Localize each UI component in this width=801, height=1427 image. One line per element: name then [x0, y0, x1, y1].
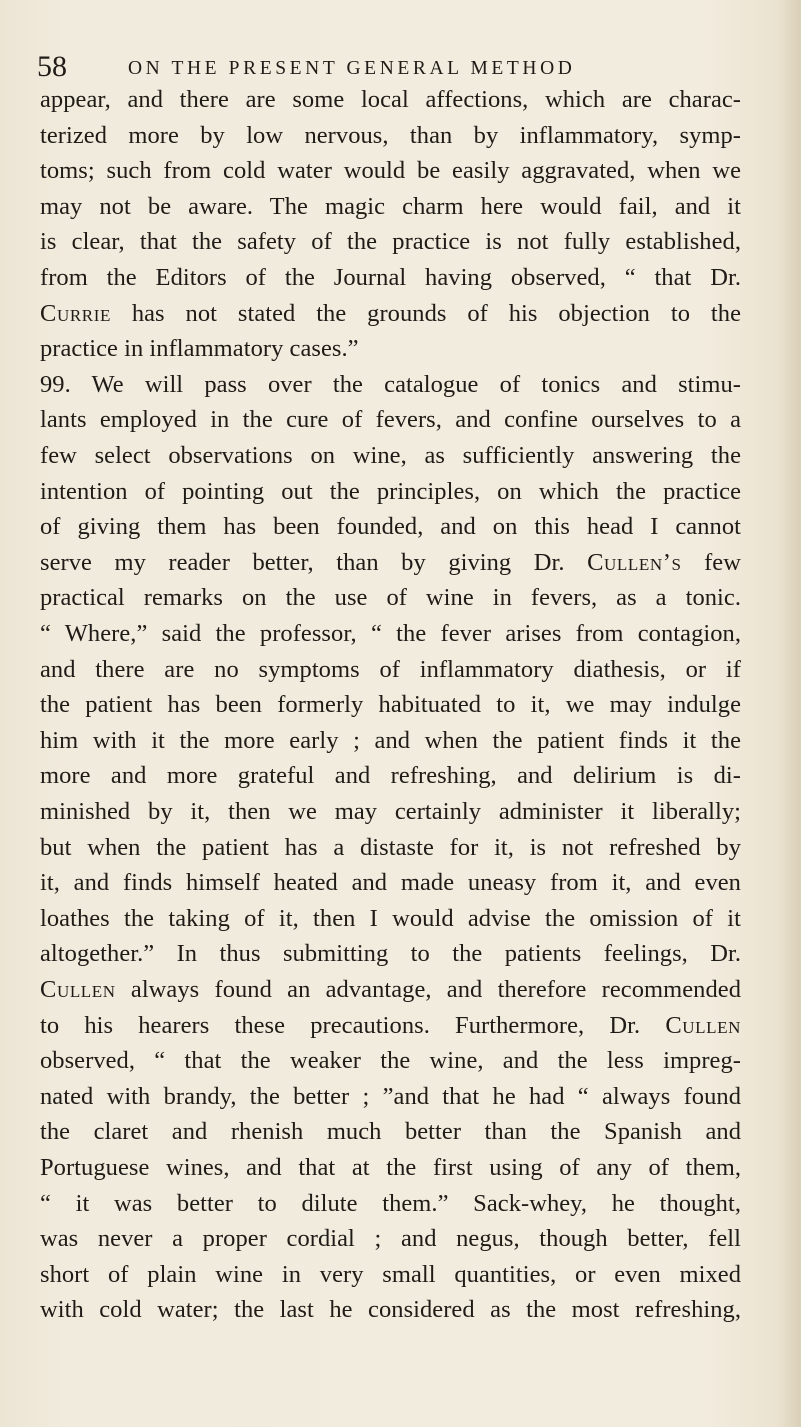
text-run: more and more grateful and refreshing, and delirium is di- [40, 762, 741, 790]
text-run: short of plain wine in very small quantities, or even mixed [40, 1260, 741, 1288]
text-line [40, 939, 741, 969]
text-line [40, 1046, 741, 1076]
small-caps-name: Cullen’s [587, 548, 682, 576]
text-run: few select observations on wine, as sufficiently answering the [40, 442, 741, 469]
text-run: has not stated the grounds of his objection to the [110, 299, 741, 327]
text-run: from the Editors of the Journal having observed, “ that Dr. [40, 264, 741, 291]
text-run: always found an advantage, and therefore recommended [115, 976, 741, 1003]
text-line [40, 156, 741, 186]
text-run: observed, “ that the weaker the wine, and the less impreg- [40, 1047, 741, 1075]
text-line [40, 441, 741, 471]
text-line [40, 263, 741, 293]
text-run: to his hearers these precautions. Furthermore, Dr. [40, 1011, 666, 1039]
text-line [40, 761, 741, 791]
text-run: with cold water; the last he considered as the most refreshing, [40, 1296, 741, 1324]
text-run: terized more by low nervous, than by inflammatory, symp- [40, 121, 741, 149]
text-line [40, 1224, 741, 1254]
text-run: few [681, 548, 741, 576]
text-line [40, 299, 741, 329]
text-line [40, 655, 741, 685]
text-run: but when the patient has a distaste for it, is not refreshed by [40, 833, 741, 861]
text-line [40, 192, 741, 222]
text-line [40, 85, 741, 115]
text-line [40, 904, 741, 934]
text-run: “ Where,” said the professor, “ the fever arises from contagion, [40, 620, 741, 647]
text-run: 99. We will pass over the catalogue of tonics and stimu- [40, 370, 741, 398]
text-run: intention of pointing out the principles, on which the practice [40, 477, 741, 505]
text-run: may not be aware. The magic charm here would fail, and it [40, 192, 741, 220]
text-run: toms; such from cold water would be easily aggravated, when we [40, 157, 741, 185]
text-run: the patient has been formerly habituated to it, we may indulge [40, 691, 741, 719]
text-line [40, 975, 741, 1005]
text-run: the claret and rhenish much better than the Spanish and [40, 1118, 741, 1146]
text-run: him with it the more early ; and when the patient finds it the [40, 726, 741, 754]
text-run: was never a proper cordial ; and negus, though better, fell [40, 1225, 741, 1253]
text-line [40, 868, 741, 898]
small-caps-name: Cullen [40, 976, 116, 1003]
text-line [40, 1189, 741, 1219]
small-caps-name: Currie [40, 299, 111, 327]
text-run: “ it was better to dilute them.” Sack-whey, he thought, [40, 1189, 741, 1217]
text-run: loathes the taking of it, then I would advise the omission of it [40, 904, 741, 932]
text-run: of giving them has been founded, and on this head I cannot [40, 513, 741, 541]
small-caps-name: Cullen [665, 1011, 741, 1039]
text-line [40, 370, 741, 400]
text-line [40, 1011, 741, 1041]
text-run: Portuguese wines, and that at the first using of any of them, [40, 1154, 741, 1181]
text-run: serve my reader better, than by giving Dr. [40, 548, 588, 576]
text-line [40, 1295, 741, 1325]
text-line [40, 797, 741, 827]
text-line [40, 227, 741, 257]
text-line [40, 1082, 741, 1112]
running-head: ON THE PRESENT GENERAL METHOD [128, 58, 576, 79]
text-line [40, 405, 741, 435]
text-run: appear, and there are some local affections, which are charac- [40, 86, 741, 113]
text-line [40, 512, 741, 542]
text-line [40, 833, 741, 863]
text-run: is clear, that the safety of the practice is not fully established, [40, 228, 741, 256]
text-run: it, and finds himself heated and made uneasy from it, and even [40, 869, 741, 897]
text-line [40, 1153, 741, 1183]
text-run: nated with brandy, the better ; ”and that he had “ always found [40, 1082, 741, 1110]
text-line [40, 690, 741, 720]
text-run: and there are no symptoms of inflammatory diathesis, or if [40, 655, 741, 683]
text-line [40, 477, 741, 507]
text-line [40, 334, 359, 364]
text-run: altogether.” In thus submitting to the patients feelings, Dr. [40, 940, 741, 968]
text-line [40, 1260, 741, 1290]
text-line [40, 726, 741, 756]
text-line [40, 121, 741, 151]
text-run: practice in inflammatory cases.” [40, 335, 359, 363]
text-run: lants employed in the cure of fevers, and confine ourselves to a [40, 406, 741, 434]
text-line [40, 619, 741, 649]
page-number: 58 [37, 50, 67, 83]
text-run: minished by it, then we may certainly administer it liberally; [40, 798, 741, 825]
text-line [40, 583, 741, 613]
text-run: practical remarks on the use of wine in fevers, as a tonic. [40, 584, 741, 612]
text-line [40, 548, 741, 578]
text-line [40, 1117, 741, 1147]
